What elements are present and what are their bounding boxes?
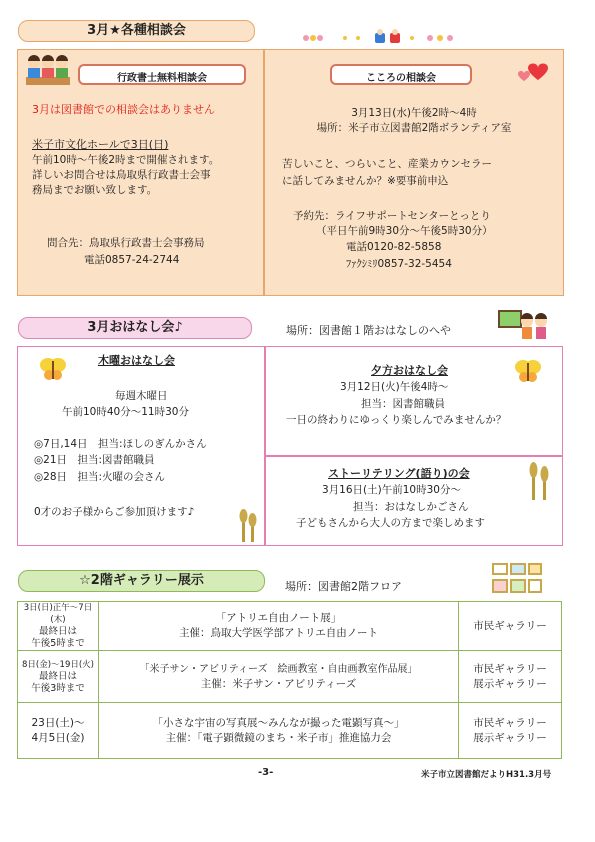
gyosei-notice: 3月は図書館での相談会はありません	[32, 103, 215, 116]
gallery-exhibit-host: 主催：「電子顕微鏡のまち・米子市」推進協力会	[165, 731, 392, 744]
storytime-place: 場所：図書館１階おはなしのへや	[286, 324, 451, 337]
consultation-people-icon	[22, 55, 74, 89]
storytime-divider-vertical	[264, 346, 266, 546]
gyosei-line-2: 詳しいお問合せは鳥取県行政書士会事	[32, 169, 211, 181]
evening-staff: 担当：図書館職員	[361, 398, 445, 410]
gallery-date-line: 最終日は	[38, 626, 77, 637]
evening-date: 3月12日(火)午後4時～	[340, 381, 449, 393]
table-row	[18, 651, 562, 703]
gallery-date-line: 3日(日)正午～7日(木)	[23, 603, 93, 625]
gyosei-contact-label: 問合先：鳥取県行政書士会事務局	[47, 237, 205, 249]
hearts-icon	[516, 60, 552, 86]
gallery-exhibit-title: 「米子サン・アビリティーズ 絵画教室・自由画教室作品展」	[139, 663, 418, 675]
gallery-title-cell	[99, 651, 459, 703]
section-title-consultations: 3月★各種相談会	[18, 20, 255, 42]
kokoro-desc-2: に話してみませんか？※要事前申込	[282, 175, 449, 187]
thursday-item-1: ◎7日,14日 担当:ほしのぎんかさん	[34, 438, 207, 450]
gallery-date-line: 午後3時まで	[31, 682, 85, 694]
gyosei-heading: 行政書士無料相談会	[78, 64, 246, 85]
reading-children-icon	[497, 309, 549, 341]
kokoro-tel: 電話0120-82-5858	[346, 241, 442, 253]
gallery-exhibit-title: 「アトリエ自由ノート展」	[215, 612, 342, 624]
storytelling-desc: 子どもさんから大人の方まで楽しめます	[296, 517, 485, 529]
gyosei-line-1: 午前10時～午後2時まで開催されます。	[32, 154, 220, 166]
gallery-location-cell	[459, 651, 562, 703]
gallery-place: 場所：図書館2階フロア	[285, 580, 402, 593]
storytelling-heading: ストーリテリング(語り)の会	[328, 467, 470, 480]
gallery-location: 展示ギャラリー	[473, 731, 547, 744]
gallery-location: 市民ギャラリー	[473, 619, 547, 632]
gyosei-venue: 米子市文化ホールで3日(日)	[32, 138, 169, 151]
evening-heading: 夕方おはなし会	[371, 364, 448, 377]
gallery-title-cell	[99, 703, 459, 759]
butterfly-icon	[513, 357, 543, 387]
section-title-storytime: 3月おはなし会♪	[18, 317, 252, 339]
gallery-date-cell	[18, 703, 99, 759]
gallery-date-line: 23日(土)～	[31, 716, 85, 729]
gallery-date-line: 8日(金)～19日(火)	[22, 659, 94, 670]
gallery-exhibit-host: 主催：米子サン・アビリティーズ	[200, 677, 357, 690]
publication-name: 米子市立図書館だよりH31.3月号	[421, 770, 552, 780]
thursday-heading: 木曜おはなし会	[98, 354, 175, 367]
gallery-exhibit-title: 「小さな宇宙の写真展～みんなが撮った電顕写真～」	[152, 716, 405, 729]
kokoro-hours: （平日午前9時30分～午後5時30分）	[316, 225, 493, 237]
storytime-divider-horizontal	[264, 455, 563, 457]
tsukushi-plant-icon	[237, 508, 259, 542]
gallery-location: 市民ギャラリー	[473, 662, 547, 675]
gallery-date-cell	[18, 651, 99, 703]
gallery-table	[17, 601, 562, 759]
thursday-item-3: ◎28日 担当:火曜の会さん	[34, 471, 166, 483]
gyosei-contact-tel: 電話0857-24-2744	[84, 254, 180, 266]
table-row	[18, 703, 562, 759]
page-number: -3-	[258, 767, 274, 778]
gallery-title-cell	[99, 602, 459, 651]
gallery-exhibit-host: 主催：鳥取大学医学部アトリエ自由ノート	[179, 627, 378, 639]
evening-desc: 一日の終わりにゆっくり楽しんでみませんか？	[286, 414, 507, 426]
kokoro-fax: ﾌｧｸｼﾐﾘ0857-32-5454	[346, 258, 452, 270]
gallery-location-cell	[459, 703, 562, 759]
gallery-location-cell	[459, 602, 562, 651]
gyosei-line-3: 務局までお願い致します。	[32, 184, 158, 196]
gallery-location: 展示ギャラリー	[473, 677, 547, 690]
gallery-date-line: 4月5日(金)	[31, 731, 85, 744]
thursday-schedule: 毎週木曜日	[115, 390, 168, 402]
thursday-note: 0才のお子様からご参加頂けます♪	[34, 506, 195, 518]
table-row	[18, 602, 562, 651]
hina-doll-decoration-icon	[300, 28, 460, 44]
gallery-location: 市民ギャラリー	[473, 716, 547, 729]
kokoro-date: 3月13日(水)午後2時～4時	[351, 107, 477, 119]
thursday-item-2: ◎21日 担当:図書館職員	[34, 454, 155, 466]
kokoro-booking: 予約先：ライフサポートセンターとっとり	[293, 210, 491, 222]
kokoro-place: 場所：米子市立図書館2階ボランティア室	[316, 122, 512, 134]
section-title-gallery: ☆2階ギャラリー展示	[18, 570, 265, 592]
gallery-date-line: 最終日は	[38, 670, 77, 682]
gallery-date-cell	[18, 602, 99, 651]
thursday-time: 午前10時40分～11時30分	[62, 406, 189, 418]
gallery-date-line: 午後5時まで	[31, 638, 85, 649]
storytelling-staff: 担当：おはなしかごさん	[353, 501, 469, 513]
tsukushi-plant-icon	[527, 460, 553, 500]
picture-frames-icon	[491, 562, 543, 596]
kokoro-desc-1: 苦しいこと、つらいこと、産業カウンセラー	[282, 158, 492, 170]
storytelling-date: 3月16日(土)午前10時30分～	[322, 484, 461, 496]
kokoro-heading: こころの相談会	[330, 64, 472, 85]
butterfly-icon	[38, 355, 68, 385]
